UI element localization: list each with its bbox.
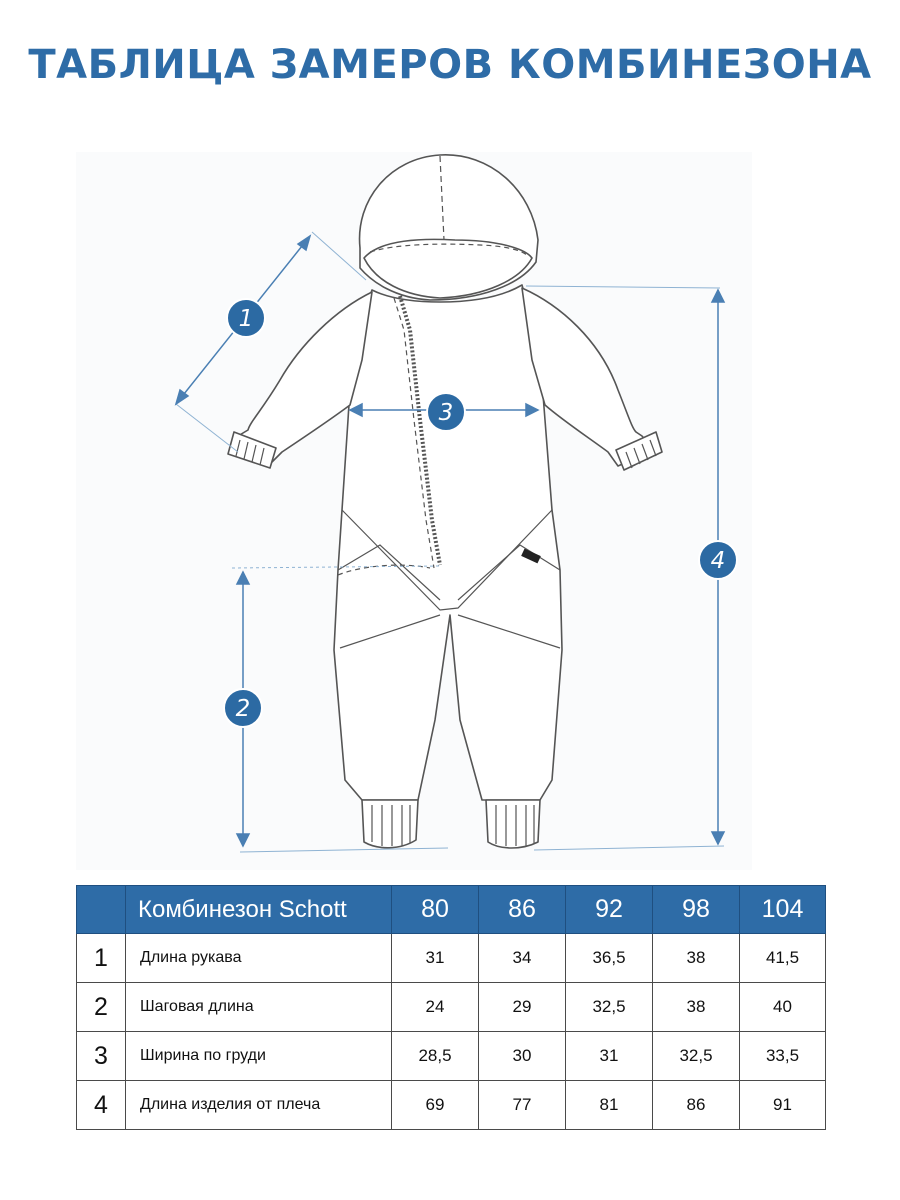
table-cell: 30 (479, 1032, 566, 1081)
size-table (76, 885, 826, 1130)
marker-3 (427, 393, 465, 431)
table-cell: 31 (566, 1032, 653, 1081)
header-number-cell (77, 886, 126, 934)
size-header: 80 (392, 886, 479, 934)
table-cell: 38 (653, 983, 740, 1032)
row-number: 2 (77, 983, 126, 1032)
size-header: 92 (566, 886, 653, 934)
table-cell: 86 (653, 1081, 740, 1130)
table-row (77, 1032, 826, 1081)
table-cell: 31 (392, 934, 479, 983)
right-leg-cuff (486, 800, 540, 848)
size-header: 98 (653, 886, 740, 934)
table-row (77, 934, 826, 983)
table-cell: 69 (392, 1081, 479, 1130)
marker-4 (699, 541, 737, 579)
row-number: 1 (77, 934, 126, 983)
table-cell: 33,5 (740, 1032, 826, 1081)
table-cell: 38 (653, 934, 740, 983)
row-label: Ширина по груди (126, 1032, 392, 1081)
svg-text:4: 4 (710, 548, 726, 574)
table-cell: 32,5 (566, 983, 653, 1032)
row-label: Длина рукава (126, 934, 392, 983)
row-number: 4 (77, 1081, 126, 1130)
body-outline (334, 285, 562, 800)
table-cell: 40 (740, 983, 826, 1032)
page-title: ТАБЛИЦА ЗАМЕРОВ КОМБИНЕЗОНА (28, 42, 872, 88)
row-label: Длина изделия от плеча (126, 1081, 392, 1130)
table-cell: 81 (566, 1081, 653, 1130)
row-label: Шаговая длина (126, 983, 392, 1032)
row-number: 3 (77, 1032, 126, 1081)
table-cell: 36,5 (566, 934, 653, 983)
table-header-row (77, 886, 826, 934)
table-row (77, 983, 826, 1032)
table-cell: 77 (479, 1081, 566, 1130)
svg-text:2: 2 (235, 696, 251, 722)
table-cell: 91 (740, 1081, 826, 1130)
svg-text:1: 1 (238, 306, 254, 332)
product-name: Комбинезон Schott (126, 886, 392, 934)
table-cell: 29 (479, 983, 566, 1032)
table-cell: 24 (392, 983, 479, 1032)
size-header: 86 (479, 886, 566, 934)
size-header: 104 (740, 886, 826, 934)
table-cell: 28,5 (392, 1032, 479, 1081)
table-cell: 41,5 (740, 934, 826, 983)
marker-2 (224, 689, 262, 727)
table-cell: 32,5 (653, 1032, 740, 1081)
table-row (77, 1081, 826, 1130)
svg-text:3: 3 (438, 400, 454, 426)
table-cell: 34 (479, 934, 566, 983)
marker-1 (227, 299, 265, 337)
